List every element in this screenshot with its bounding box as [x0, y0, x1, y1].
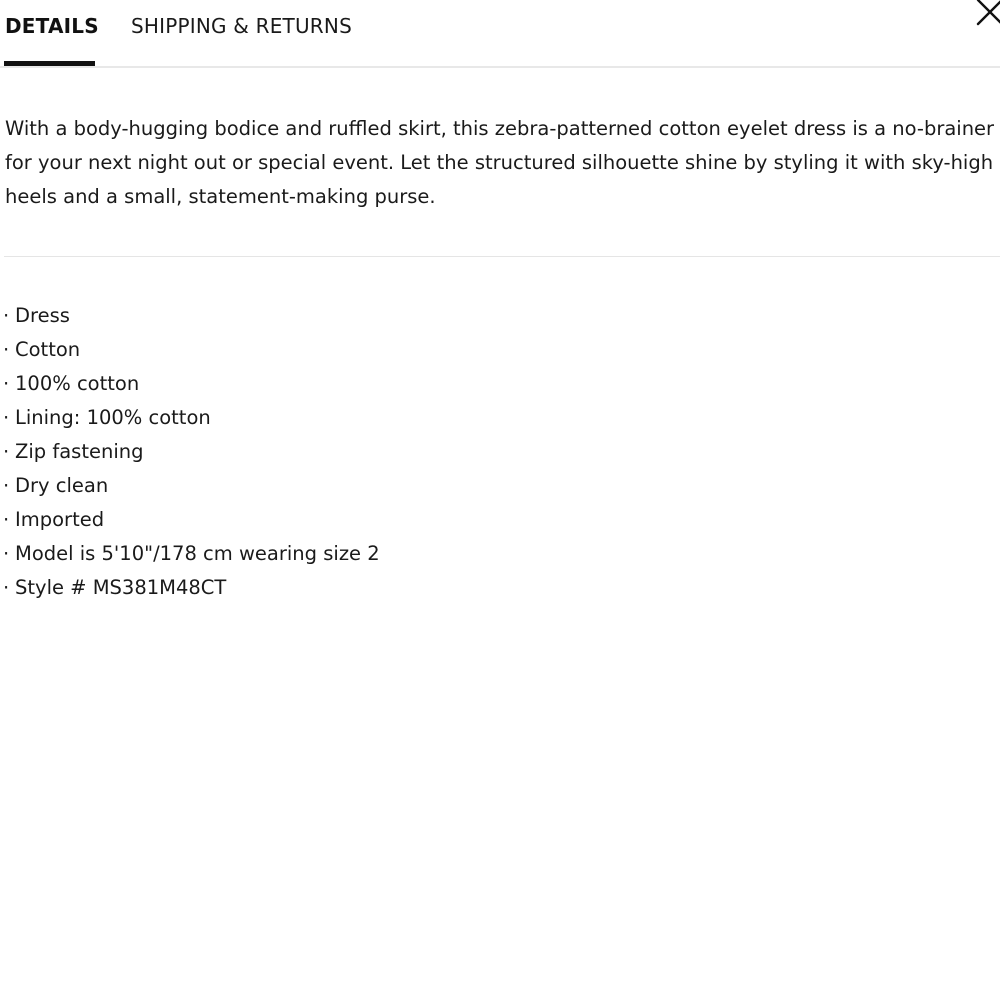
active-tab-indicator — [4, 61, 95, 66]
feature-text: Lining: 100% cotton — [15, 406, 211, 429]
bullet: · — [3, 338, 10, 361]
list-item — [3, 435, 380, 469]
product-features-list — [3, 299, 380, 605]
feature-text: Cotton — [15, 338, 81, 361]
close-icon — [972, 0, 1000, 30]
bullet: · — [3, 440, 10, 463]
bullet: · — [3, 406, 10, 429]
tab-bar — [0, 0, 1000, 68]
list-item — [3, 571, 380, 605]
feature-text: Dress — [15, 304, 70, 327]
list-item — [3, 503, 380, 537]
tab-details[interactable]: DETAILS — [5, 14, 99, 38]
feature-text: Imported — [15, 508, 105, 531]
bullet: · — [3, 372, 10, 395]
product-description: With a body-hugging bodice and ruffled skirt, this zebra-patterned cotton eyelet dress is a no-brainer for your next night out or special event. Let the structured silhouette shine by styling it with sky-high heels and a small, statement-making purse. — [5, 117, 995, 208]
bullet: · — [3, 576, 10, 599]
feature-text: Style # MS381M48CT — [15, 576, 227, 599]
tab-shipping-returns[interactable]: SHIPPING & RETURNS — [131, 14, 352, 38]
list-item — [3, 469, 380, 503]
feature-text: Model is 5'10"/178 cm wearing size 2 — [15, 542, 380, 565]
bullet: · — [3, 304, 10, 327]
bullet: · — [3, 508, 10, 531]
bullet: · — [3, 474, 10, 497]
feature-text: 100% cotton — [15, 372, 140, 395]
close-button[interactable] — [972, 0, 1000, 30]
list-item — [3, 333, 380, 367]
list-item — [3, 299, 380, 333]
bullet: · — [3, 542, 10, 565]
list-item — [3, 401, 380, 435]
feature-text: Zip fastening — [15, 440, 144, 463]
list-item — [3, 367, 380, 401]
section-divider — [4, 256, 1000, 257]
list-item — [3, 537, 380, 571]
feature-text: Dry clean — [15, 474, 109, 497]
